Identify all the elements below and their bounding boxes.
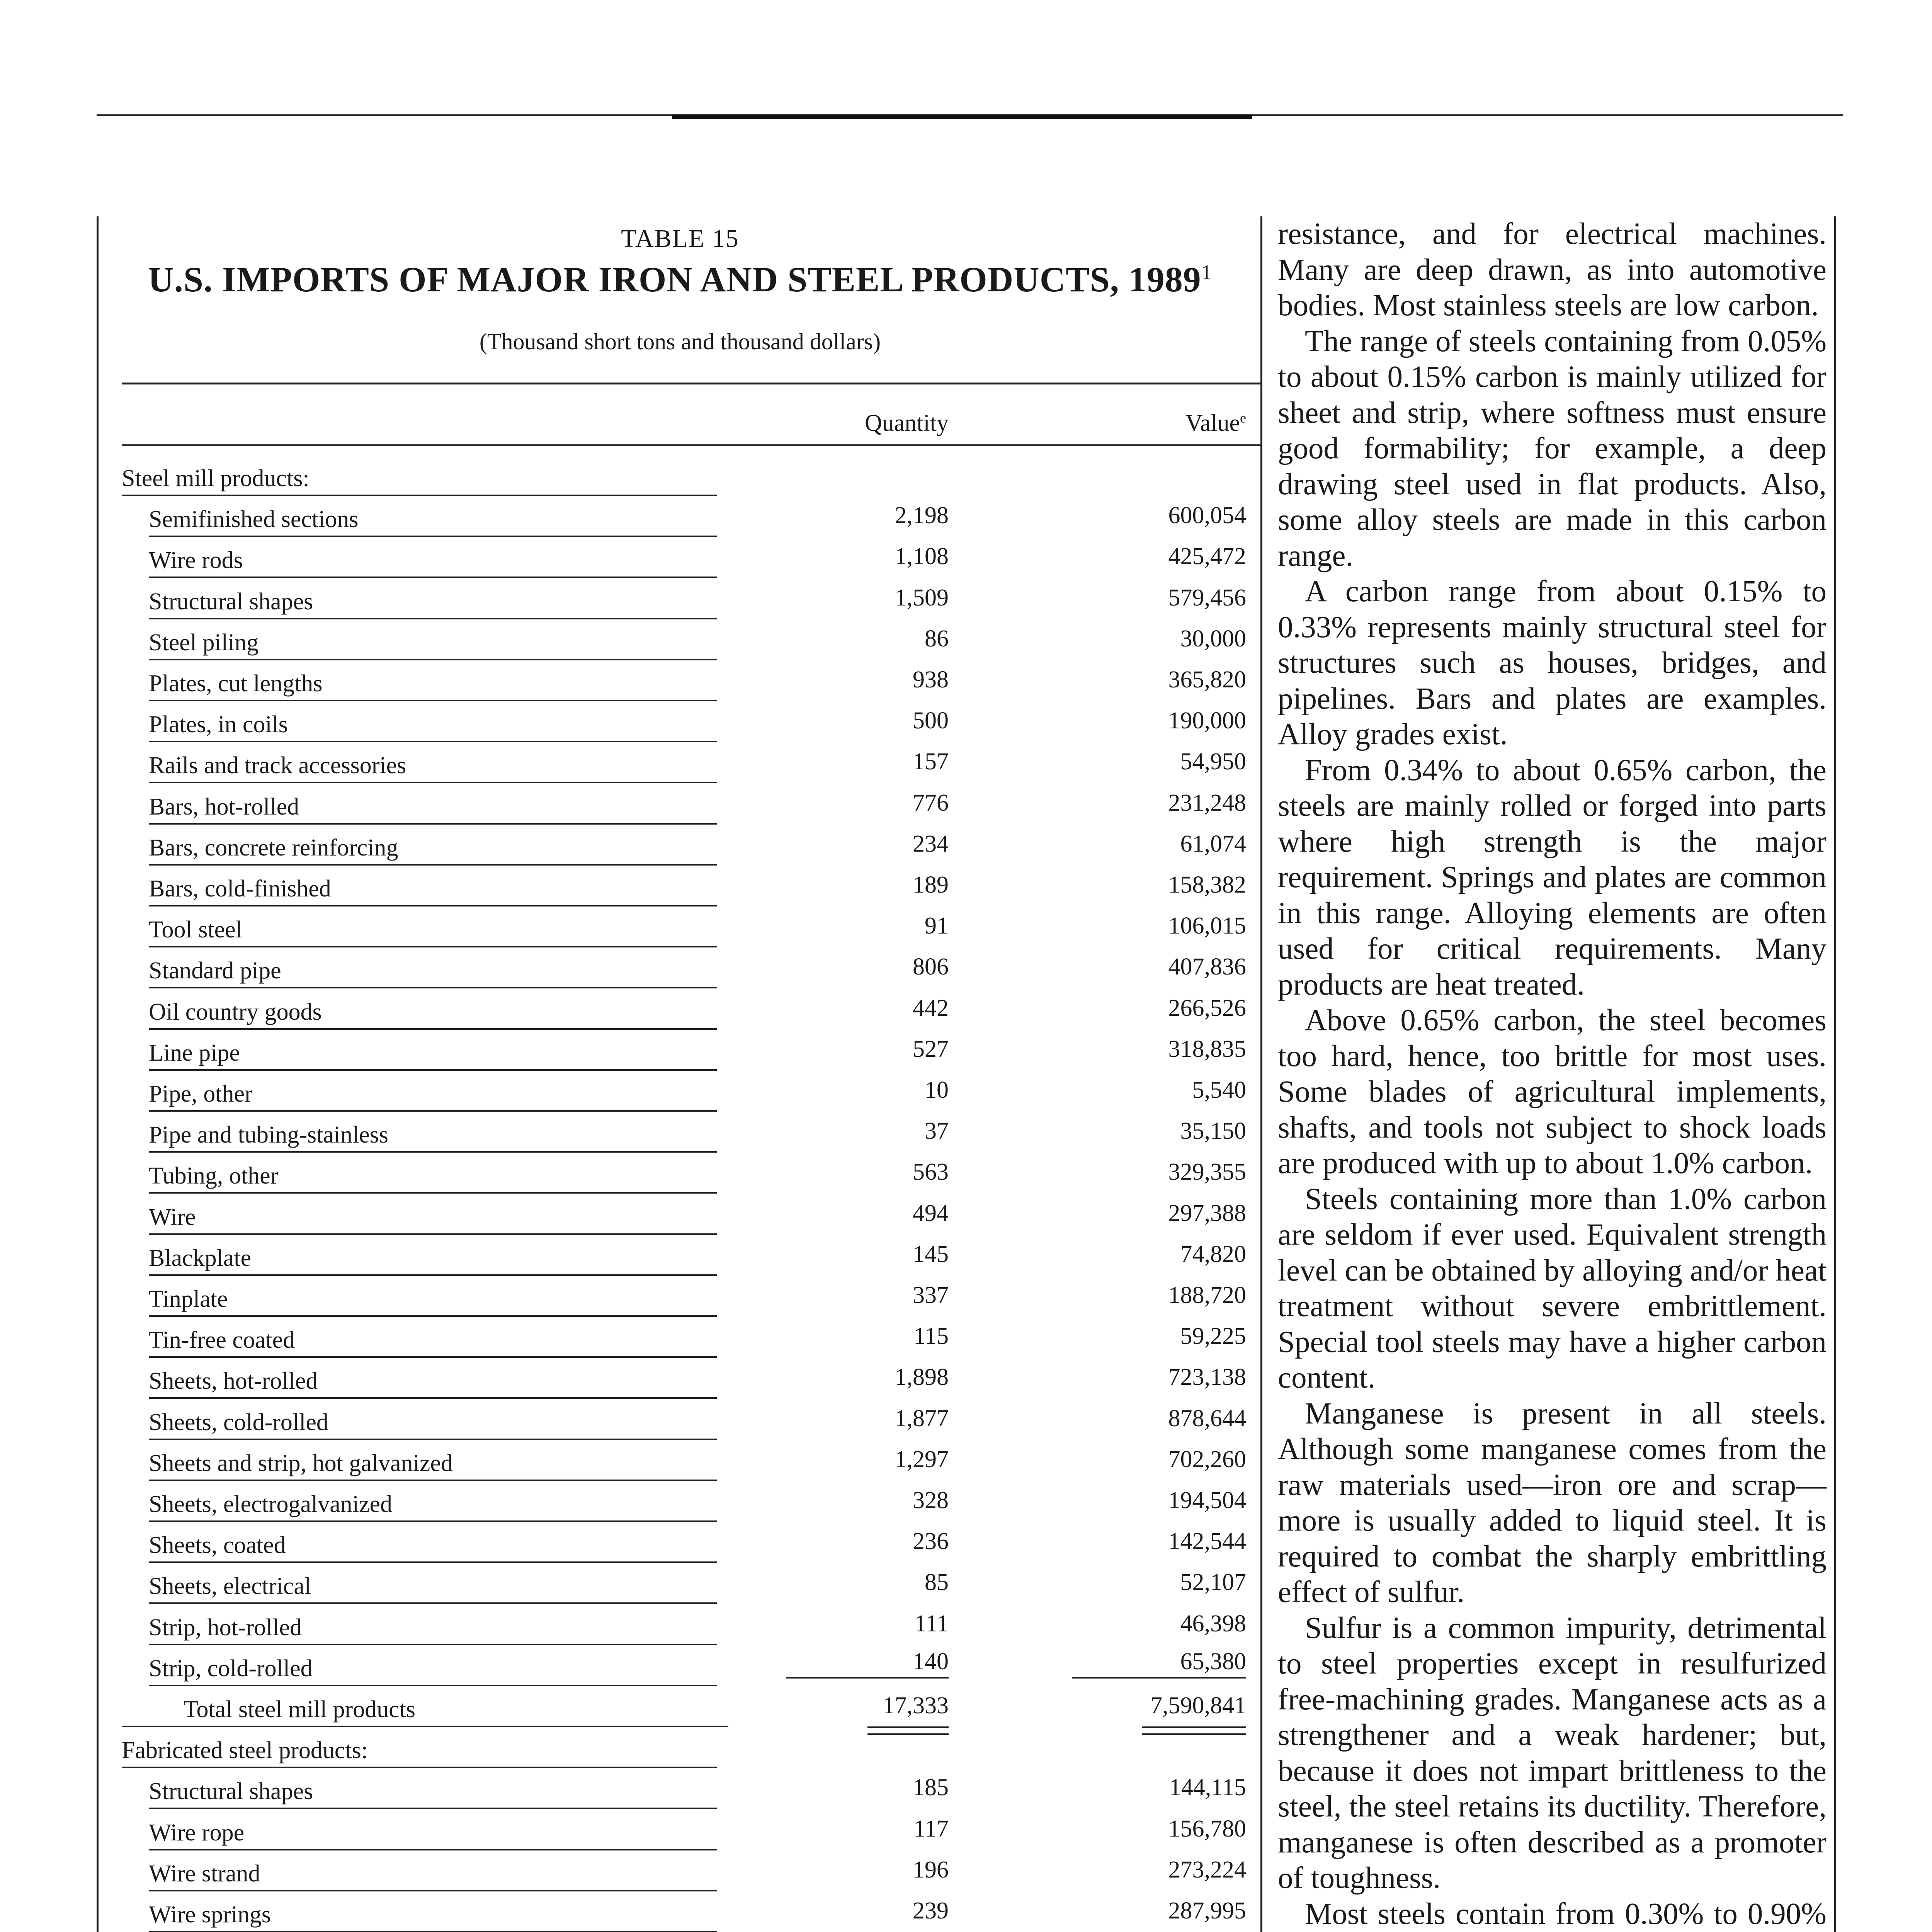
value-cell: 52,107 bbox=[1180, 1569, 1246, 1596]
quantity-cell: 145 bbox=[913, 1241, 949, 1267]
quantity-cell: 776 bbox=[913, 789, 949, 816]
row-label: Total steel mill products bbox=[184, 1696, 416, 1723]
table-row bbox=[122, 1150, 1262, 1190]
value-cell: 7,590,841 bbox=[1150, 1692, 1246, 1719]
table-row bbox=[122, 1642, 1262, 1683]
table-header-rule-top bbox=[122, 383, 1262, 384]
row-label: Line pipe bbox=[149, 1039, 240, 1066]
paragraph: Manganese is present in all steels. Although some manganese comes from the raw materials used—iron ore and scrap—more is usually added to liquid steel. It is required to combat the sharply embrittling effect of sulfur. bbox=[1278, 1396, 1827, 1609]
quantity-cell: 1,297 bbox=[895, 1446, 949, 1473]
quantity-cell: 239 bbox=[913, 1898, 949, 1924]
column-header-value-text: Value bbox=[1185, 410, 1240, 436]
paragraph: From 0.34% to about 0.65% carbon, the steels are mainly rolled or forged into parts where high strength is the major requirement. Springs and plates are common in this range. Alloying elements are often used for critical requirements. Many products are heat treated. bbox=[1278, 753, 1827, 1002]
table-row bbox=[122, 1109, 1262, 1150]
quantity-cell: 140 bbox=[786, 1648, 949, 1679]
table-row bbox=[122, 1601, 1262, 1642]
quantity-cell: 86 bbox=[925, 625, 949, 652]
quantity-cell: 91 bbox=[925, 913, 949, 939]
value-cell: 54,950 bbox=[1180, 748, 1246, 775]
quantity-cell: 527 bbox=[913, 1036, 949, 1062]
table-row bbox=[122, 1765, 1262, 1806]
table-row bbox=[122, 1929, 1262, 1932]
quantity-cell: 1,108 bbox=[895, 543, 949, 570]
quantity-cell: 2,198 bbox=[895, 502, 949, 529]
table-row bbox=[122, 616, 1262, 657]
row-label: Wire springs bbox=[149, 1901, 271, 1928]
value-cell: 318,835 bbox=[1168, 1036, 1246, 1062]
quantity-cell: 494 bbox=[913, 1200, 949, 1226]
row-label: Wire rods bbox=[149, 547, 243, 574]
value-cell: 878,644 bbox=[1168, 1405, 1246, 1432]
value-cell: 158,382 bbox=[1168, 872, 1246, 898]
quantity-cell: 328 bbox=[913, 1487, 949, 1514]
value-cell: 106,015 bbox=[1168, 913, 1246, 939]
value-cell: 142,544 bbox=[1168, 1528, 1246, 1555]
value-cell: 188,720 bbox=[1168, 1282, 1246, 1308]
table-row bbox=[122, 821, 1262, 862]
value-cell: 723,138 bbox=[1168, 1364, 1246, 1391]
row-label: Steel mill products: bbox=[122, 465, 310, 492]
value-cell: 190,000 bbox=[1168, 707, 1246, 734]
table-row bbox=[122, 1437, 1262, 1478]
table-subtitle: (Thousand short tons and thousand dollars) bbox=[479, 329, 881, 354]
table-row bbox=[122, 1314, 1262, 1355]
paragraph: A carbon range from about 0.15% to 0.33% represents mainly structural steel for structures such as houses, bridges, and pipelines. Bars and plates are examples. Alloy grades exist. bbox=[1278, 575, 1827, 751]
quantity-cell: 37 bbox=[925, 1118, 949, 1145]
table-row bbox=[122, 1478, 1262, 1519]
table-section-heading bbox=[122, 452, 1262, 493]
quantity-cell: 1,509 bbox=[895, 584, 949, 611]
value-cell: 266,526 bbox=[1168, 995, 1246, 1021]
row-label: Blackplate bbox=[149, 1245, 252, 1271]
table-row bbox=[122, 781, 1262, 821]
table-row bbox=[122, 1355, 1262, 1396]
value-cell: 61,074 bbox=[1180, 830, 1246, 857]
table-label: TABLE 15 bbox=[621, 224, 739, 253]
quantity-cell: 234 bbox=[913, 830, 949, 857]
table-total-row bbox=[122, 1683, 1262, 1724]
value-cell: 35,150 bbox=[1180, 1118, 1246, 1145]
body-text bbox=[1278, 216, 1827, 1932]
quantity-cell: 938 bbox=[913, 667, 949, 693]
quantity-cell: 442 bbox=[913, 995, 949, 1021]
row-label: Plates, cut lengths bbox=[149, 670, 323, 697]
table-title-note-mark: 1 bbox=[1201, 260, 1212, 284]
row-label: Tool steel bbox=[149, 917, 242, 943]
row-label: Oil country goods bbox=[149, 998, 322, 1025]
row-label: Bars, hot-rolled bbox=[149, 793, 299, 820]
table-row bbox=[122, 1560, 1262, 1601]
row-label: Pipe, other bbox=[149, 1081, 253, 1107]
row-label: Steel piling bbox=[149, 629, 259, 656]
table-row bbox=[122, 903, 1262, 944]
value-cell: 600,054 bbox=[1168, 502, 1246, 529]
value-cell: 59,225 bbox=[1180, 1323, 1246, 1350]
row-label: Wire bbox=[149, 1204, 196, 1230]
paragraph: Sulfur is a common impurity, detrimental to steel properties except in resulfurized free-machining grades. Manganese acts as a strengthener and a weak hardener; but, because it does not impart brittleness to the steel, the steel retains its ductility. Therefore, manganese is often described as a promoter of toughness. bbox=[1278, 1611, 1827, 1895]
table-row bbox=[122, 1273, 1262, 1314]
table-row bbox=[122, 1232, 1262, 1273]
table-row bbox=[122, 575, 1262, 616]
row-label: Wire strand bbox=[149, 1860, 260, 1887]
quantity-cell: 500 bbox=[913, 707, 949, 734]
quantity-cell: 236 bbox=[913, 1528, 949, 1555]
table-row bbox=[122, 1888, 1262, 1929]
quantity-cell: 115 bbox=[913, 1323, 949, 1350]
row-label: Bars, cold-finished bbox=[149, 876, 331, 902]
quantity-cell: 111 bbox=[914, 1610, 949, 1637]
row-label: Semifinished sections bbox=[149, 506, 359, 533]
table-row bbox=[122, 1027, 1262, 1068]
row-label: Pipe and tubing-stainless bbox=[149, 1122, 388, 1148]
row-label: Fabricated steel products: bbox=[122, 1737, 368, 1764]
column-header-quantity: Quantity bbox=[865, 410, 949, 436]
quantity-cell: 337 bbox=[913, 1282, 949, 1308]
value-cell: 74,820 bbox=[1180, 1241, 1246, 1267]
paragraph: Above 0.65% carbon, the steel becomes too hard, hence, too brittle for most uses. Some blades of agricultural implements, shafts, and tools not subject to shock loads are produced with up to about 1.0% carbon. bbox=[1278, 1003, 1827, 1180]
table-row bbox=[122, 534, 1262, 575]
row-label: Sheets and strip, hot galvanized bbox=[149, 1450, 453, 1476]
table-row bbox=[122, 739, 1262, 780]
quantity-cell: 1,898 bbox=[895, 1364, 949, 1391]
value-cell: 5,540 bbox=[1192, 1077, 1246, 1103]
quantity-cell: 117 bbox=[913, 1815, 949, 1842]
row-label: Sheets, hot-rolled bbox=[149, 1368, 318, 1395]
quantity-cell: 1,877 bbox=[895, 1405, 949, 1432]
quantity-cell: 563 bbox=[913, 1159, 949, 1185]
quantity-cell: 189 bbox=[913, 872, 949, 898]
row-label: Sheets, coated bbox=[149, 1532, 286, 1559]
quantity-cell: 17,333 bbox=[883, 1692, 949, 1719]
row-label: Rails and track accessories bbox=[149, 752, 406, 779]
row-label: Strip, hot-rolled bbox=[149, 1614, 302, 1641]
row-label: Sheets, electrical bbox=[149, 1573, 311, 1600]
value-cell: 46,398 bbox=[1180, 1610, 1246, 1637]
paragraph: Steels containing more than 1.0% carbon are seldom if ever used. Equivalent strength level can be obtained by alloying and/or heat treatment without severe embrittlement. Special tool steels may have a higher carbon content. bbox=[1278, 1182, 1827, 1395]
value-cell: 144,115 bbox=[1169, 1774, 1246, 1801]
row-label: Tin-free coated bbox=[149, 1327, 295, 1354]
table-row bbox=[122, 698, 1262, 739]
value-cell: 231,248 bbox=[1168, 789, 1246, 816]
row-label: Standard pipe bbox=[149, 957, 281, 984]
quantity-cell: 10 bbox=[925, 1077, 949, 1103]
value-cell: 365,820 bbox=[1168, 667, 1246, 693]
table-header-rule-bottom bbox=[122, 444, 1262, 446]
table-title bbox=[99, 259, 1262, 300]
table-row bbox=[122, 1519, 1262, 1560]
row-label: Sheets, electrogalvanized bbox=[149, 1491, 393, 1517]
row-label: Bars, concrete reinforcing bbox=[149, 834, 398, 861]
table-row bbox=[122, 1847, 1262, 1888]
column-header-value bbox=[1111, 410, 1246, 437]
value-cell: 65,380 bbox=[1072, 1648, 1246, 1679]
value-cell: 30,000 bbox=[1180, 625, 1246, 652]
table-column bbox=[97, 216, 1262, 1932]
value-cell: 194,504 bbox=[1168, 1487, 1246, 1514]
row-label: Tubing, other bbox=[149, 1163, 279, 1189]
value-cell: 297,388 bbox=[1168, 1200, 1246, 1226]
value-cell: 273,224 bbox=[1168, 1856, 1246, 1883]
quantity-cell: 185 bbox=[913, 1774, 949, 1801]
table-row bbox=[122, 1068, 1262, 1109]
value-cell: 425,472 bbox=[1168, 543, 1246, 570]
table-row bbox=[122, 1191, 1262, 1232]
quantity-cell: 196 bbox=[913, 1856, 949, 1883]
row-label: Structural shapes bbox=[149, 1778, 313, 1805]
quantity-cell: 806 bbox=[913, 954, 949, 980]
row-label: Wire rope bbox=[149, 1819, 245, 1846]
value-cell: 287,995 bbox=[1168, 1898, 1246, 1924]
row-label: Tinplate bbox=[149, 1286, 228, 1312]
value-cell: 579,456 bbox=[1168, 584, 1246, 611]
quantity-cell: 157 bbox=[913, 748, 949, 775]
value-cell: 702,260 bbox=[1168, 1446, 1246, 1473]
paragraph: The range of steels containing from 0.05% to about 0.15% carbon is mainly utilized for sheet and strip, where softness must ensure good formability; for example, a deep drawing steel used in flat products. Also, some alloy steels are made in this carbon range. bbox=[1278, 324, 1827, 573]
value-cell: 407,836 bbox=[1168, 954, 1246, 980]
row-label: Sheets, cold-rolled bbox=[149, 1409, 328, 1435]
value-cell: 156,780 bbox=[1168, 1815, 1246, 1842]
text-column bbox=[1260, 216, 1836, 1932]
row-label: Strip, cold-rolled bbox=[149, 1655, 313, 1682]
table-row bbox=[122, 657, 1262, 698]
table-title-text: U.S. IMPORTS OF MAJOR IRON AND STEEL PRODUCTS, 1989 bbox=[148, 260, 1201, 299]
paragraph: resistance, and for electrical machines. Many are deep drawn, as into automotive bodies. Most stainless steels are low carbon. bbox=[1278, 217, 1827, 322]
table-row bbox=[122, 493, 1262, 534]
header-rule-accent bbox=[672, 114, 1252, 119]
table-row bbox=[122, 944, 1262, 985]
paragraph: Most steels contain from 0.30% to 0.90% bbox=[1305, 1897, 1827, 1931]
row-label: Structural shapes bbox=[149, 588, 313, 615]
value-cell: 329,355 bbox=[1168, 1159, 1246, 1185]
table-row bbox=[122, 862, 1262, 903]
table-row bbox=[122, 1806, 1262, 1847]
column-header-value-mark: e bbox=[1240, 410, 1246, 426]
table-row bbox=[122, 986, 1262, 1027]
row-label: Plates, in coils bbox=[149, 711, 288, 738]
table-row bbox=[122, 1396, 1262, 1437]
quantity-cell: 85 bbox=[925, 1569, 949, 1596]
table-section-heading bbox=[122, 1724, 1262, 1765]
